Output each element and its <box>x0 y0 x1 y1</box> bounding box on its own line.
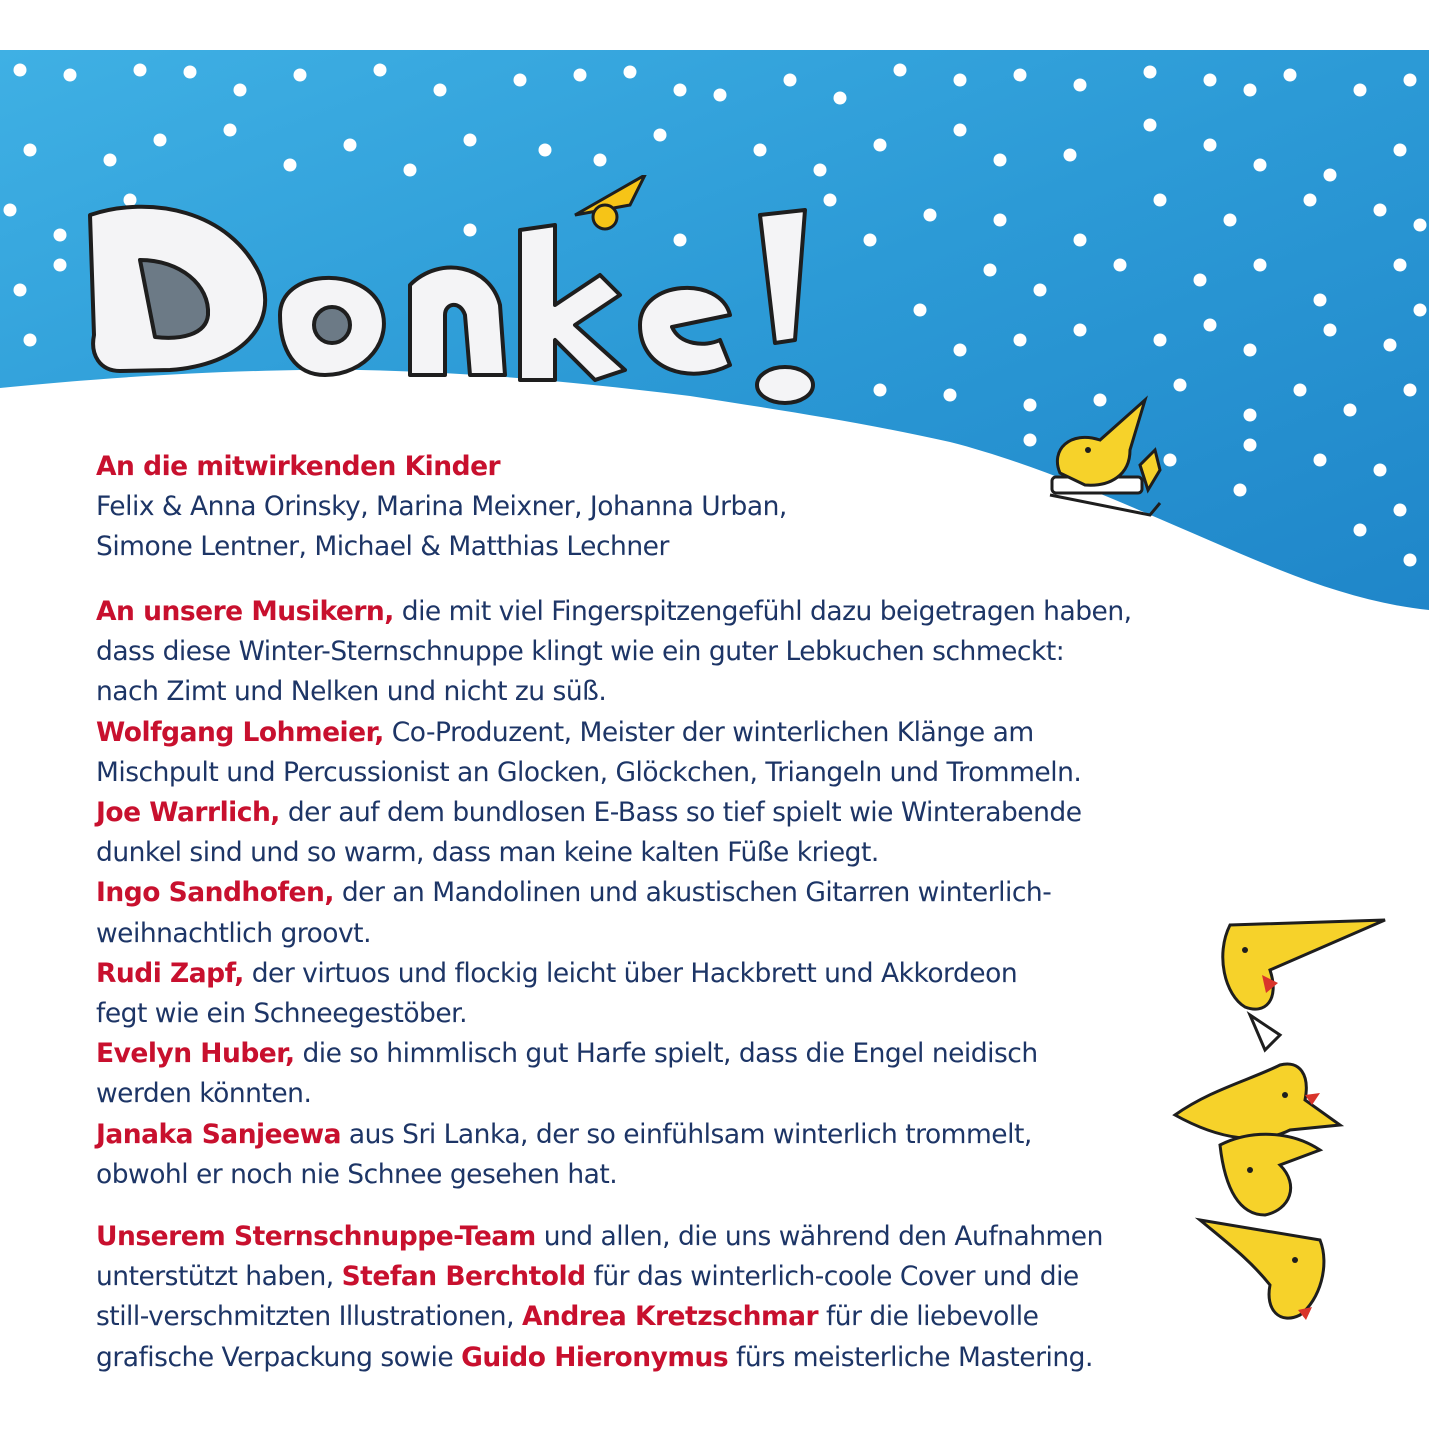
snowflake <box>954 344 967 357</box>
credit-desc: die so himmlisch gut Harfe spielt, dass die Engel neidisch <box>294 1038 1038 1070</box>
snowflake <box>1304 194 1317 207</box>
credit-ingo-sandhofen <box>96 873 1186 953</box>
snowflake <box>1174 379 1187 392</box>
snowflake <box>754 144 767 157</box>
snowflake <box>1244 84 1257 97</box>
snowflake <box>14 64 27 77</box>
snowflake <box>1324 324 1337 337</box>
snowflake <box>984 264 997 277</box>
team-name: Unserem Sternschnuppe-Team <box>96 1221 536 1252</box>
snowflake <box>234 84 247 97</box>
snowflake <box>434 84 447 97</box>
snowflake <box>294 69 307 82</box>
snowflake <box>1314 454 1327 467</box>
snowflake <box>514 74 527 87</box>
snowflake <box>1234 484 1247 497</box>
snowflake <box>1394 259 1407 272</box>
snowflake <box>1244 409 1257 422</box>
snowflake <box>284 159 297 172</box>
credit-cont: Mischpult und Percussionist an Glocken, Glöckchen, Triangeln und Trommeln. <box>96 756 1082 788</box>
snowflake <box>1404 74 1417 87</box>
snowflake <box>1254 259 1267 272</box>
snowflake <box>224 124 237 137</box>
credit-cont: fegt wie ein Schneegestöber. <box>96 998 468 1030</box>
snowflake <box>624 66 637 79</box>
team-section <box>96 1217 1186 1378</box>
kinder-heading: An die mitwirkenden Kinder <box>96 451 501 482</box>
credit-stefan-berchtold: Stefan Berchtold <box>341 1261 586 1293</box>
snowflake <box>654 129 667 142</box>
snowflake <box>954 74 967 87</box>
snowflake <box>1384 339 1397 352</box>
snowflake <box>874 384 887 397</box>
snowflake <box>954 124 967 137</box>
snowflake <box>1204 319 1217 332</box>
snowflake <box>1014 69 1027 82</box>
snowflake <box>1224 214 1237 227</box>
snowflake <box>1354 524 1367 537</box>
musiker-section <box>96 592 1186 1195</box>
team-text: und allen, die uns während den Aufnahmen <box>535 1221 1103 1252</box>
snowflake <box>1404 554 1417 567</box>
snowflake <box>674 84 687 97</box>
snowflake <box>1374 464 1387 477</box>
snowflake <box>1394 144 1407 157</box>
snowflake <box>574 69 587 82</box>
snowflake <box>594 154 607 167</box>
snowflake <box>1294 384 1307 397</box>
snowflake <box>14 284 27 297</box>
snowflake <box>24 144 37 157</box>
snowflake <box>1414 304 1427 317</box>
snowflake <box>134 64 147 77</box>
snowflake <box>924 209 937 222</box>
credit-cont: weihnachtlich groovt. <box>96 917 371 949</box>
snowflake <box>1324 169 1337 182</box>
stacked-birds-icon <box>1170 915 1400 1335</box>
snowflake <box>4 204 17 217</box>
snowflake <box>1074 79 1087 92</box>
snowflake <box>24 334 37 347</box>
credit-cont: nach Zimt und Nelken und nicht zu süß. <box>96 676 607 708</box>
snowflake <box>1284 69 1297 82</box>
credit-cont: werden könnten. <box>96 1078 312 1110</box>
credit-desc: der auf dem bundlosen E-Bass so tief spielt wie Winterabende <box>279 797 1082 829</box>
snowflake <box>944 389 957 402</box>
snowflake <box>464 134 477 147</box>
snowflake <box>539 144 552 157</box>
snowflake <box>1034 284 1047 297</box>
credit-name: Joe Warrlich, <box>96 797 280 829</box>
kinder-section <box>96 447 1186 568</box>
credit-name: Evelyn Huber, <box>96 1038 295 1070</box>
team-text: unterstützt haben, <box>96 1261 342 1293</box>
credit-desc: aus Sri Lanka, der so einfühlsam winterlich trommelt, <box>340 1118 1032 1150</box>
snowflake <box>154 134 167 147</box>
team-text: still-verschmitzten Illustrationen, <box>96 1301 522 1333</box>
bird-on-letter-icon <box>575 175 645 229</box>
danke-snow-lettering <box>60 175 840 425</box>
snowflake <box>1144 66 1157 79</box>
credit-name: Wolfgang Lohmeier, <box>96 716 384 748</box>
snowflake <box>374 64 387 77</box>
snowflake <box>1204 139 1217 152</box>
credit-desc: die mit viel Fingerspitzengefühl dazu beigetragen haben, <box>393 596 1132 627</box>
credit-desc: Co-Produzent, Meister der winterlichen Klänge am <box>383 716 1034 748</box>
credit-name: Janaka Sanjeewa <box>96 1118 341 1150</box>
credit-name: An unsere Musikern, <box>96 596 394 627</box>
snowflake <box>874 139 887 152</box>
credit-cont: dass diese Winter-Sternschnuppe klingt wie ein guter Lebkuchen schmeckt: <box>96 636 1065 668</box>
credit-name: Ingo Sandhofen, <box>96 877 334 909</box>
snowflake <box>714 89 727 102</box>
snowflake <box>1114 259 1127 272</box>
snowflake <box>1344 404 1357 417</box>
snowflake <box>994 154 1007 167</box>
snowflake <box>1254 159 1267 172</box>
kinder-line-1: Felix & Anna Orinsky, Marina Meixner, Johanna Urban, <box>96 491 787 523</box>
team-text: für die liebevolle <box>818 1301 1039 1333</box>
snowflake <box>104 154 117 167</box>
snowflake <box>1204 74 1217 87</box>
snowflake <box>914 304 927 317</box>
snowflake <box>1154 334 1167 347</box>
snowflake <box>1194 274 1207 287</box>
credit-rudi-zapf <box>96 954 1186 1034</box>
credit-name: Rudi Zapf, <box>96 957 244 989</box>
credit-evelyn-huber <box>96 1034 1186 1114</box>
credit-guido-hieronymus: Guido Hieronymus <box>461 1341 729 1373</box>
team-text: für das winterlich-coole Cover und die <box>585 1261 1079 1293</box>
credit-cont: obwohl er noch nie Schnee gesehen hat. <box>96 1158 618 1190</box>
credit-joe-warrlich <box>96 793 1186 873</box>
snowflake <box>864 234 877 247</box>
snowflake <box>1074 324 1087 337</box>
snowflake <box>64 69 77 82</box>
credit-janaka-sanjeewa <box>96 1115 1186 1195</box>
snowflake <box>1374 204 1387 217</box>
credit-desc: der an Mandolinen und akustischen Gitarren winterlich- <box>333 877 1052 909</box>
snowflake <box>994 214 1007 227</box>
credit-musiker-intro <box>96 592 1186 713</box>
snowflake <box>1394 504 1407 517</box>
team-text: grafische Verpackung sowie <box>96 1341 462 1373</box>
snowflake <box>344 139 357 152</box>
snowflake <box>1414 219 1427 232</box>
snowflake <box>1014 334 1027 347</box>
snowflake <box>1354 84 1367 97</box>
snowflake <box>1144 119 1157 132</box>
snowflake <box>834 92 847 105</box>
credit-andrea-kretzschmar: Andrea Kretzschmar <box>521 1301 819 1333</box>
snowflake <box>184 66 197 79</box>
credit-cont: dunkel sind und so warm, dass man keine kalten Füße kriegt. <box>96 837 879 869</box>
snowflake <box>1404 384 1417 397</box>
snowflake <box>1064 149 1077 162</box>
credit-wolfgang-lohmeier <box>96 713 1186 793</box>
snowflake <box>1244 439 1257 452</box>
kinder-line-2: Simone Lentner, Michael & Matthias Lechner <box>96 531 669 563</box>
snowflake <box>1314 294 1327 307</box>
credit-desc: der virtuos und flockig leicht über Hackbrett und Akkordeon <box>243 957 1018 989</box>
snowflake <box>1244 344 1257 357</box>
snowflake <box>894 64 907 77</box>
snowflake <box>784 74 797 87</box>
snowflake <box>1074 234 1087 247</box>
team-text: fürs meisterliche Mastering. <box>728 1341 1093 1373</box>
snowflake <box>1154 194 1167 207</box>
